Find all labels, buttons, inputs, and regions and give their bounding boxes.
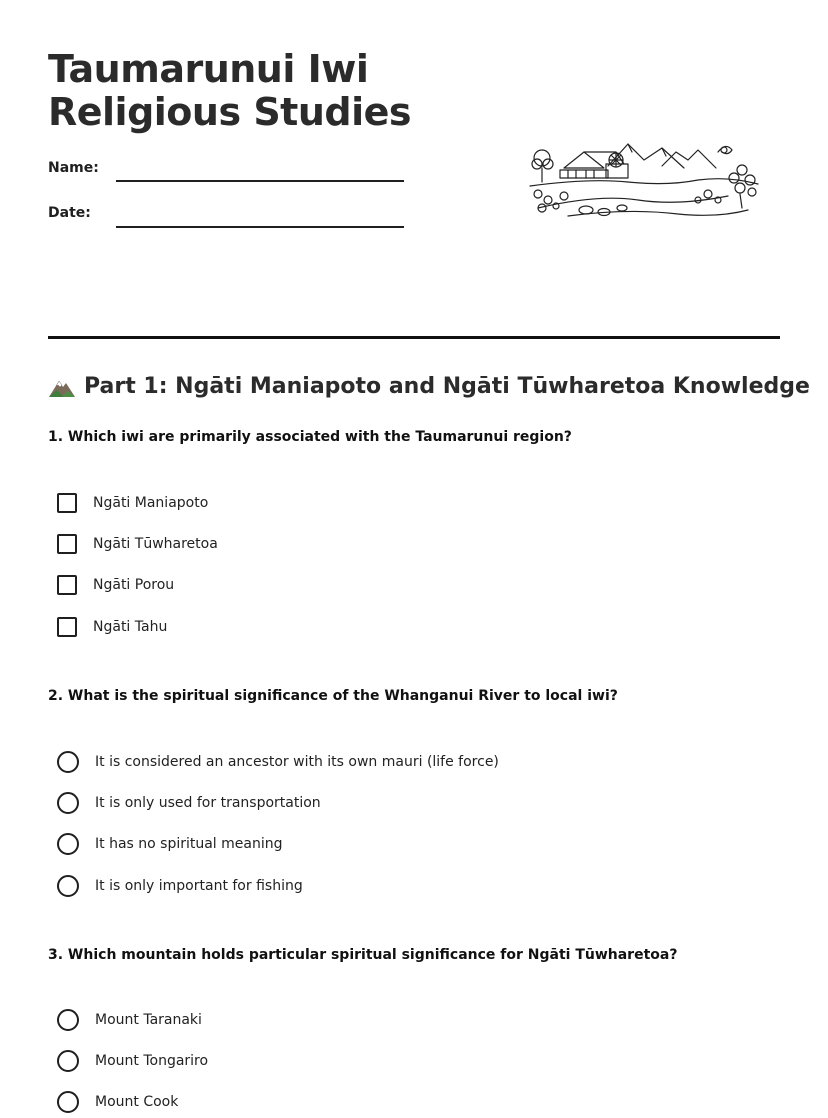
q3-option-2[interactable] xyxy=(57,1048,208,1074)
q2-option-2[interactable] xyxy=(57,790,321,816)
radio-button[interactable] xyxy=(57,1050,79,1072)
option-label: Mount Cook xyxy=(95,1094,179,1110)
checkbox[interactable] xyxy=(57,493,77,513)
option-label: It has no spiritual meaning xyxy=(95,836,283,852)
radio-button[interactable] xyxy=(57,751,79,773)
name-field[interactable] xyxy=(116,180,404,182)
option-label: It is considered an ancestor with its own mauri (life force) xyxy=(95,754,499,770)
radio-button[interactable] xyxy=(57,1009,79,1031)
q1-option-1[interactable] xyxy=(57,490,208,516)
title-line-2: Religious Studies xyxy=(48,90,412,134)
q1-option-3[interactable] xyxy=(57,572,174,598)
q2-option-1[interactable] xyxy=(57,749,499,775)
page-title xyxy=(48,48,411,134)
title-line-1: Taumarunui Iwi xyxy=(48,47,369,91)
q3-option-3[interactable] xyxy=(57,1089,178,1115)
date-label: Date: xyxy=(48,205,91,221)
question-3: 3. Which mountain holds particular spiritual significance for Ngāti Tūwharetoa? xyxy=(48,947,678,963)
q3-option-1[interactable] xyxy=(57,1007,202,1033)
q2-option-3[interactable] xyxy=(57,831,283,857)
checkbox[interactable] xyxy=(57,534,77,554)
option-label: It is only important for fishing xyxy=(95,878,303,894)
question-2: 2. What is the spiritual significance of the Whanganui River to local iwi? xyxy=(48,688,618,704)
section-title: Part 1: Ngāti Maniapoto and Ngāti Tūwharetoa Knowledge xyxy=(84,374,810,399)
option-label: It is only used for transportation xyxy=(95,795,321,811)
radio-button[interactable] xyxy=(57,833,79,855)
radio-button[interactable] xyxy=(57,792,79,814)
checkbox[interactable] xyxy=(57,575,77,595)
date-field[interactable] xyxy=(116,226,404,228)
checkbox[interactable] xyxy=(57,617,77,637)
q1-option-4[interactable] xyxy=(57,614,167,640)
q1-option-2[interactable] xyxy=(57,531,218,557)
radio-button[interactable] xyxy=(57,875,79,897)
option-label: Mount Taranaki xyxy=(95,1012,202,1028)
option-label: Ngāti Tūwharetoa xyxy=(93,536,218,552)
option-label: Ngāti Maniapoto xyxy=(93,495,209,511)
question-1: 1. Which iwi are primarily associated with the Taumarunui region? xyxy=(48,429,572,445)
landscape-illustration xyxy=(528,138,762,222)
name-label: Name: xyxy=(48,160,99,176)
option-label: Ngāti Porou xyxy=(93,577,175,593)
section-divider xyxy=(48,336,780,339)
mountain-icon xyxy=(48,376,76,398)
radio-button[interactable] xyxy=(57,1091,79,1113)
section-heading xyxy=(48,374,810,399)
option-label: Mount Tongariro xyxy=(95,1053,209,1069)
option-label: Ngāti Tahu xyxy=(93,619,168,635)
q2-option-4[interactable] xyxy=(57,873,303,899)
